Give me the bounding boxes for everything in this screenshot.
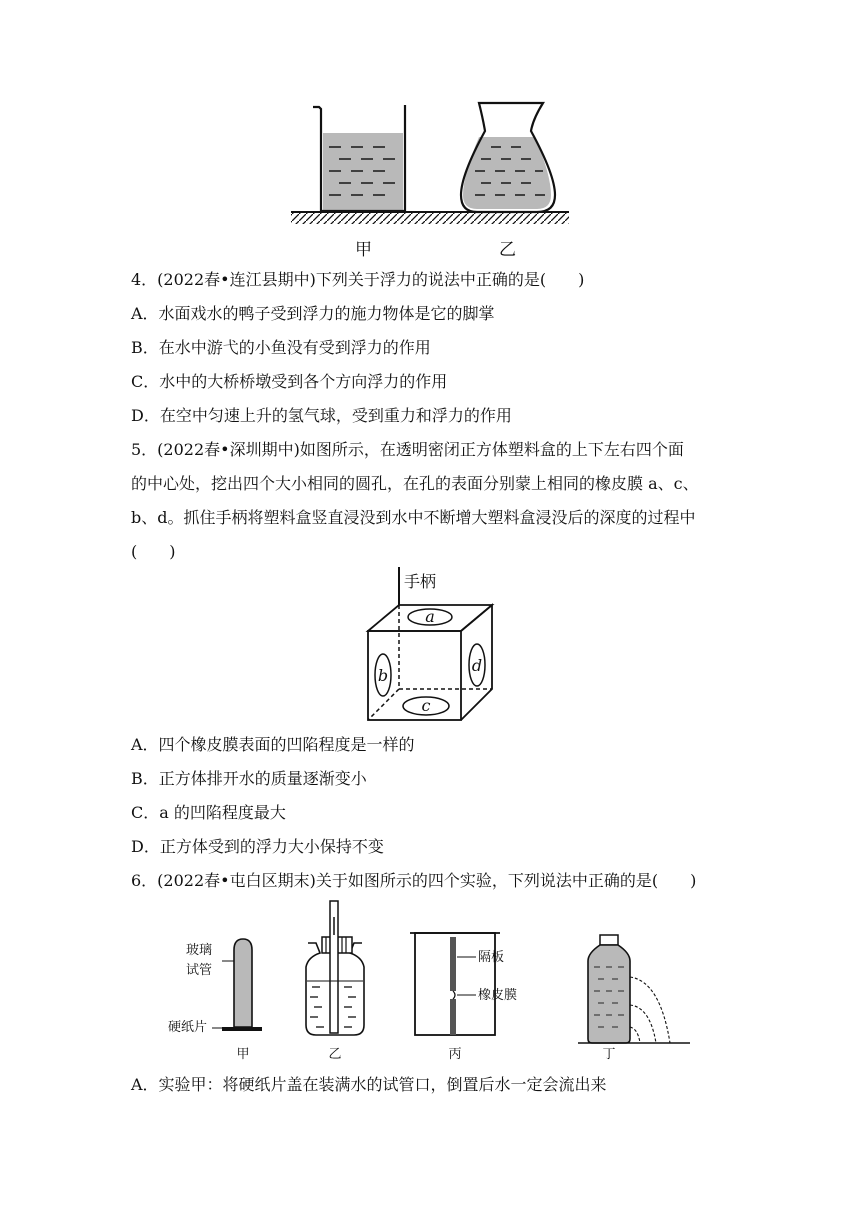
exp-bing-container (410, 933, 500, 1035)
q4-option-a: A．水面戏水的鸭子受到浮力的施力物体是它的脚掌 (131, 304, 495, 323)
label-card: 硬纸片 (168, 1020, 208, 1035)
beaker-jia (313, 105, 405, 211)
exp-ding-bottle (578, 935, 690, 1043)
caption-jia: 甲 (236, 1047, 250, 1062)
q5-option-a: A．四个橡皮膜表面的凹陷程度是一样的 (131, 735, 415, 754)
exp-yi-bottle (306, 901, 364, 1035)
label-c: c (421, 696, 431, 715)
caption-ding: 丁 (602, 1047, 616, 1062)
q6-option-a: A．实验甲：将硬纸片盖在装满水的试管口，倒置后水一定会流出来 (131, 1075, 607, 1094)
caption-bing: 丙 (448, 1047, 462, 1062)
label-glass: 玻璃 (186, 943, 213, 958)
q4-option-c: C．水中的大桥桥墩受到各个方向浮力的作用 (131, 372, 448, 391)
q5-stem-line1: 5．(2022春•深圳期中)如图所示，在透明密闭正方体塑料盒的上下左右四个面 (131, 440, 684, 459)
q5-option-c: C．a 的凹陷程度最大 (131, 803, 286, 822)
label-b: b (377, 666, 389, 685)
q4-option-b: B．在水中游弋的小鱼没有受到浮力的作用 (131, 338, 431, 357)
figure-four-experiments (160, 895, 700, 1065)
figure-beaker-flask (285, 95, 575, 265)
label-d: d (471, 656, 483, 675)
q5-option-b: B．正方体排开水的质量逐渐变小 (131, 769, 367, 788)
ground-hatch (291, 212, 569, 224)
label-a: a (425, 607, 435, 626)
q5-stem-line4: ( ) (131, 542, 176, 561)
label-jia: 甲 (355, 240, 372, 260)
flask-yi (461, 103, 555, 212)
label-tube: 试管 (186, 963, 213, 978)
caption-yi: 乙 (328, 1047, 342, 1062)
figure-cube (360, 565, 500, 730)
q5-stem-line2: 的中心处，挖出四个大小相同的圆孔，在孔的表面分别蒙上相同的橡皮膜 a、c、 (131, 474, 699, 493)
label-yi: 乙 (499, 240, 516, 260)
label-membrane: 橡皮膜 (478, 988, 518, 1003)
handle-label: 手柄 (404, 572, 437, 591)
label-partition: 隔板 (478, 950, 505, 965)
q5-stem-line3: b、d。抓住手柄将塑料盒竖直浸没到水中不断增大塑料盒浸没后的深度的过程中 (131, 508, 696, 527)
q4-stem: 4．(2022春•连江县期中)下列关于浮力的说法中正确的是( ) (131, 270, 585, 289)
q6-stem: 6．(2022春•屯白区期末)关于如图所示的四个实验，下列说法中正确的是( ) (131, 871, 697, 890)
q4-option-d: D．在空中匀速上升的氢气球，受到重力和浮力的作用 (131, 406, 512, 425)
q5-option-d: D．正方体受到的浮力大小保持不变 (131, 837, 384, 856)
exp-jia-tube (212, 939, 262, 1031)
